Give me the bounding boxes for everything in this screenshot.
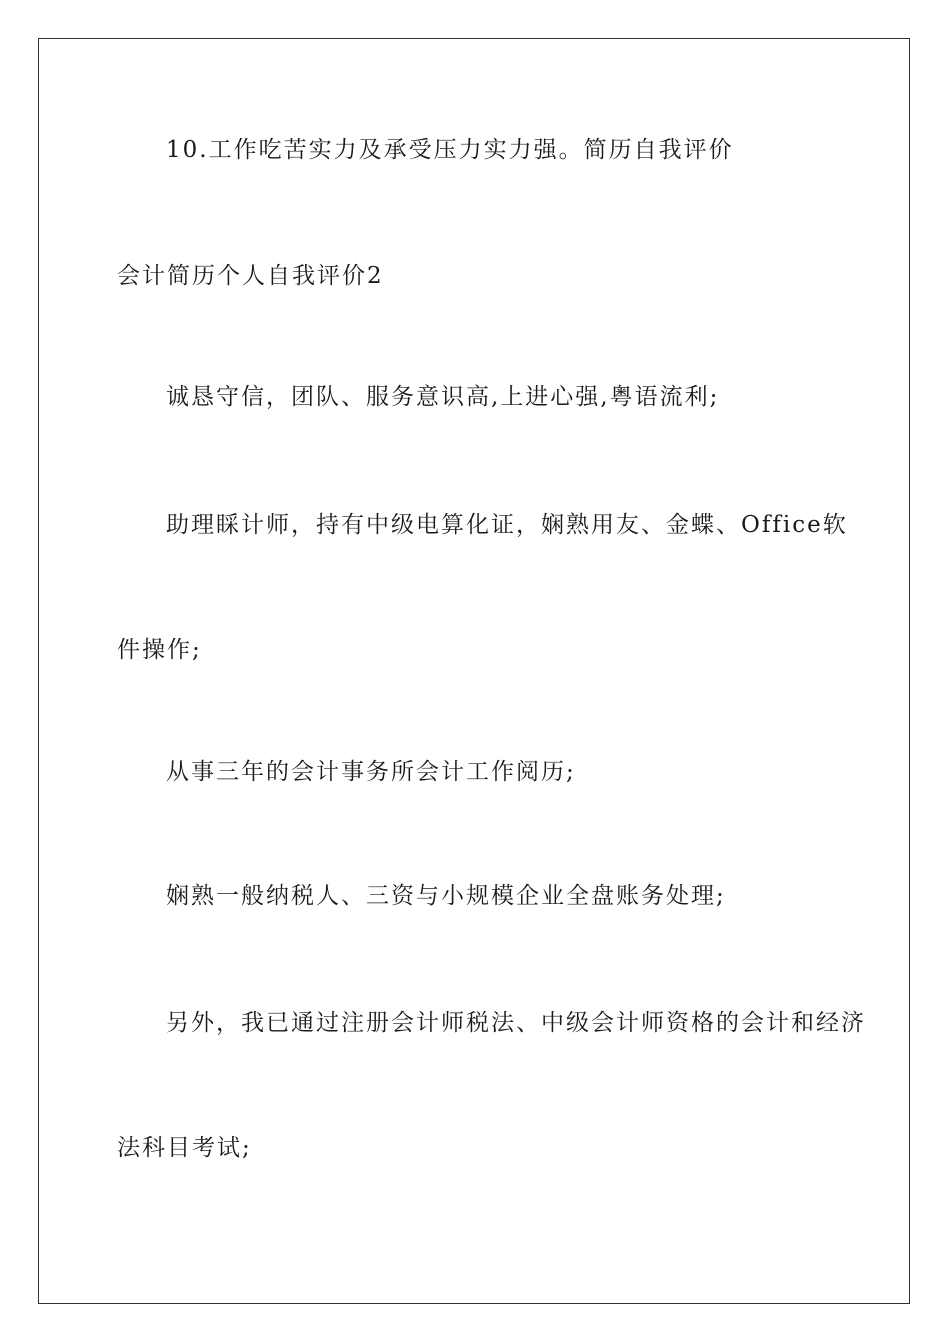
section-heading: 会计简历个人自我评价2 [117,263,384,289]
text-line-3: 助理睬计师，持有中级电算化证，娴熟用友、金蝶、Office软 [166,512,848,538]
text-line-1: 10.工作吃苦实力及承受压力实力强。简历自我评价 [166,137,734,163]
text-line-4: 从事三年的会计事务所会计工作阅历; [166,759,576,785]
text-line-5: 娴熟一般纳税人、三资与小规模企业全盘账务处理; [166,883,726,909]
text-line-6-cont: 法科目考试; [117,1135,252,1161]
page-frame [38,38,910,1304]
text-line-6: 另外，我已通过注册会计师税法、中级会计师资格的会计和经济 [166,1010,866,1036]
text-line-3-cont: 件操作; [117,637,202,663]
text-line-2: 诚恳守信，团队、服务意识高,上进心强,粤语流利; [166,384,720,410]
